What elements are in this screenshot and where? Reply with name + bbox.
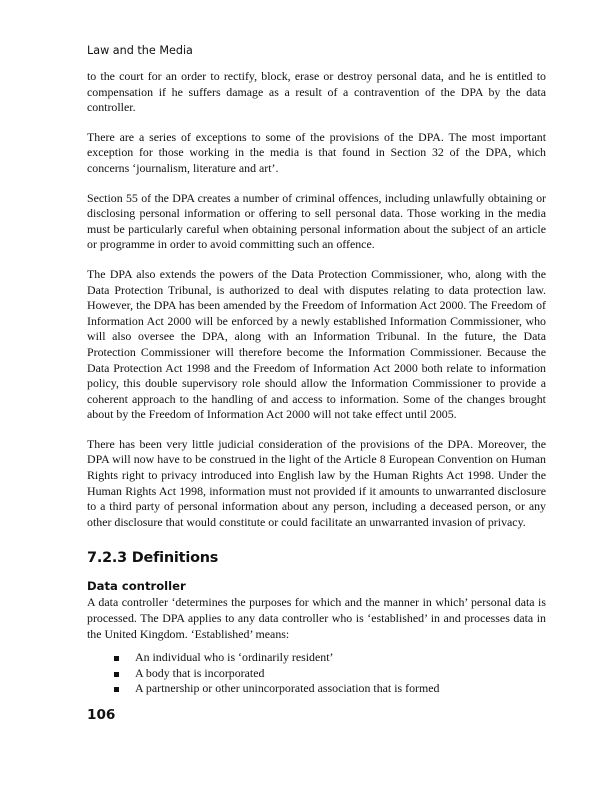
bullet-text: A partnership or other unincorporated association that is formed bbox=[135, 681, 440, 696]
square-bullet-icon bbox=[114, 672, 119, 677]
paragraph: Section 55 of the DPA creates a number of criminal offences, including unlawfully obtaining or disclosing personal information or offering to sell personal data. Those working in the media must be particularly careful when obtaining personal information about the subject of an article or programme in order to avoid committing such an offence. bbox=[87, 190, 546, 252]
definition-paragraph: A data controller ‘determines the purposes for which and the manner in which’ personal data is processed. The DPA applies to any data controller who is ‘established’ in and processes data in the United Kingdom. ‘Established’ means: bbox=[87, 595, 546, 641]
subheading: Data controller bbox=[87, 579, 186, 594]
bullet-item bbox=[114, 681, 546, 697]
square-bullet-icon bbox=[114, 656, 119, 661]
running-head: Law and the Media bbox=[87, 44, 193, 57]
section-heading: 7.2.3 Definitions bbox=[87, 550, 219, 567]
paragraph: The DPA also extends the powers of the Data Protection Commissioner, who, along with the Data Protection Tribunal, is authorized to deal with disputes relating to data protection law. However, the DPA has been amended by the Freedom of Information Act 2000. The Freedom of Information Act 2000 will be enforced by a newly established Information Commissioner, who will also oversee the DPA, along with an Information Tribunal. In the future, the Data Protection Commissioner will therefore become the Information Commissioner. Because the Data Protection Act 1998 and the Freedom of Information Act 2000 both relate to information policy, this double supervisory role should allow the Information Commissioner to provide a coherent approach to the handling of and access to information. Some of the changes brought about by the Freedom of Information Act 2000 will not take effect until 2005. bbox=[87, 266, 546, 422]
bullet-text: An individual who is ‘ordinarily resident’ bbox=[135, 650, 334, 665]
bullet-item bbox=[114, 650, 546, 666]
paragraph: There are a series of exceptions to some of the provisions of the DPA. The most important exception for those working in the media is that found in Section 32 of the DPA, which concerns ‘journalism, literature and art’. bbox=[87, 129, 546, 175]
bullet-list bbox=[87, 650, 546, 697]
square-bullet-icon bbox=[114, 687, 119, 692]
bullet-text: A body that is incorporated bbox=[135, 665, 265, 680]
paragraph: to the court for an order to rectify, block, erase or destroy personal data, and he is entitled to compensation if he suffers damage as a result of a contravention of the DPA by the data controller. bbox=[87, 69, 546, 115]
book-page bbox=[87, 44, 546, 723]
paragraph: There has been very little judicial consideration of the provisions of the DPA. Moreover, the DPA will now have to be construed in the light of the Article 8 European Convention on Human Rights right to privacy introduced into English law by the Human Rights Act 1998. Under the Human Rights Act 1998, information must not provided if it amounts to unwarranted disclosure to a third party of personal information about any person, including a deceased person, or any other disclosure that would constitute or could facilitate an unwarranted invasion of privacy. bbox=[87, 436, 546, 529]
page-number: 106 bbox=[87, 707, 116, 723]
bullet-item bbox=[114, 666, 546, 682]
